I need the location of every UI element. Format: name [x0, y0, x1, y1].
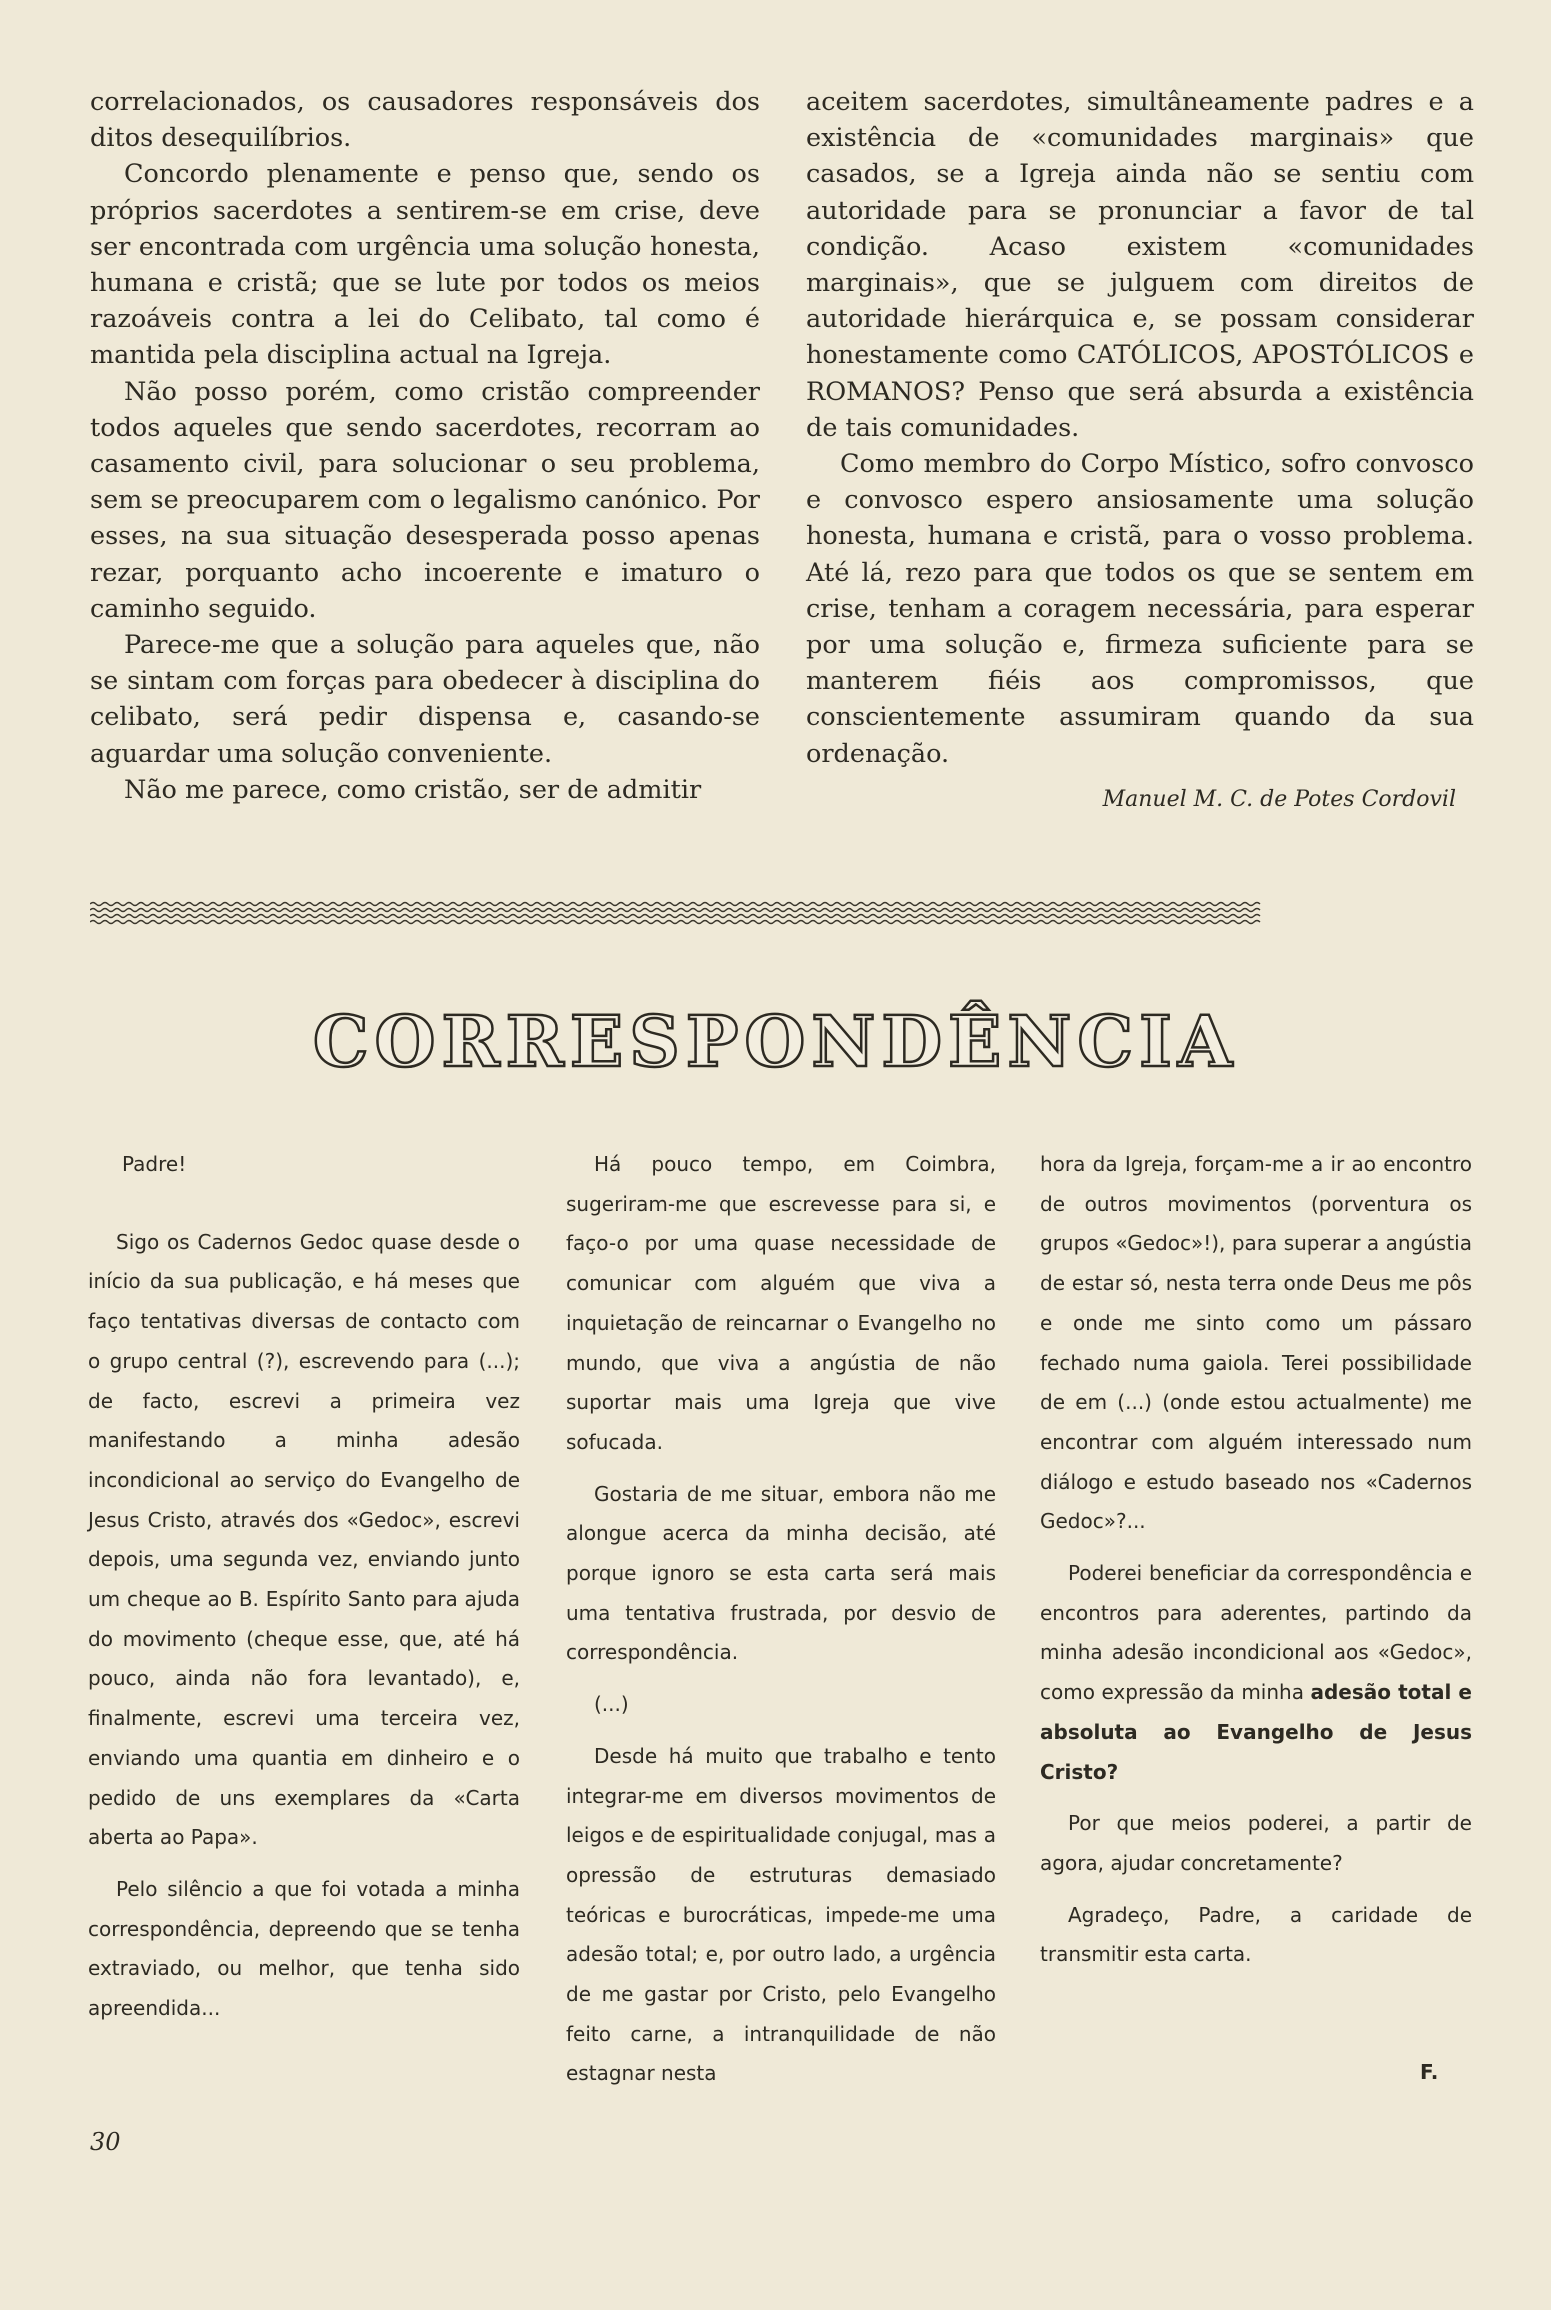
letter-text: Poderei beneficiar da correspondência e encontros para aderentes, partindo da minha adesão incondicional aos «Gedoc», como expressão da minha	[1040, 1561, 1472, 1705]
letter-paragraph: Há pouco tempo, em Coimbra, sugeriram-me que escrevesse para si, e faço-o por uma quase necessidade de comunicar com alguém que viva a inquietação de reincarnar o Evangelho no mundo, que viva a angústia de não suportar mais uma Igreja que vive sofucada.	[566, 1152, 996, 1454]
article-paragraph: Não me parece, como cristão, ser de admitir	[124, 774, 702, 805]
letter-paragraph: hora da Igreja, forçam-me a ir ao encontro de outros movimentos (porventura os grupos «Gedoc»!), para superar a angústia de estar só, nesta terra onde Deus me pôs e onde me sinto como um pássaro fechado numa gaiola. Terei possibilidade de em (...) (onde estou actualmente) me encontrar com alguém interessado num diálogo e estudo baseado nos «Cadernos Gedoc»?...	[1040, 1152, 1472, 1534]
letter-paragraph: Agradeço, Padre, a caridade de transmitir esta carta.	[1040, 1902, 1472, 1967]
letter-signature: F.	[1420, 2060, 1439, 2084]
letter-paragraph: Por que meios poderei, a partir de agora, ajudar concretamente?	[1040, 1811, 1472, 1875]
article-right-column	[806, 84, 1474, 818]
article-paragraph: Não posso porém, como cristão compreender todos aqueles que sendo sacerdotes, recorram ao casamento civil, para solucionar o seu problema, sem se preocuparem com o legalismo canónico. Por esses, na sua situação desesperada posso apenas rezar, porquanto acho incoerente e imaturo o caminho seguido.	[90, 376, 760, 624]
letter-column-3	[1040, 1145, 1472, 1987]
letter-paragraph	[1040, 1554, 1472, 1792]
letter-paragraph: Sigo os Cadernos Gedoc quase desde o início da sua publicação, e há meses que faço tentativas diversas de contacto com o grupo central (?), escrevendo para (...); de facto, escrevi a primeira vez manifestando a minha adesão incondicional ao serviço do Evangelho de Jesus Cristo, através dos «Gedoc», escrevi depois, uma segunda vez, enviando junto um cheque ao B. Espírito Santo para ajuda do movimento (cheque esse, que, até há pouco, ainda não fora levantado), e, finalmente, escrevi uma terceira vez, enviando uma quantia em dinheiro e o pedido de uns exemplares da «Carta aberta ao Papa».	[88, 1229, 520, 1850]
letter-column-2	[566, 1145, 996, 2106]
letter-paragraph: (...)	[594, 1692, 629, 1717]
article-paragraph: aceitem sacerdotes, simultâneamente padres e a existência de «comunidades marginais» que casados, se a Igreja ainda não se sentiu com autoridade para se pronunciar a favor de tal condição. Acaso existem «comunidades marginais», que se julguem com direitos de autoridade hierárquica e, se possam considerar honestamente como CATÓLICOS, APOSTÓLICOS e ROMANOS? Penso que será absurda a existência de tais comunidades.	[806, 87, 1474, 443]
article-signature: Manuel M. C. de Potes Cordovil	[1102, 786, 1456, 812]
article-paragraph: Concordo plenamente e penso que, sendo os próprios sacerdotes a sentirem-se em crise, deve ser encontrada com urgência uma solução honesta, humana e cristã; que se lute por todos os meios razoáveis contra a lei do Celibato, tal como é mantida pela disciplina actual na Igreja.	[90, 159, 760, 371]
article-paragraph: correlacionados, os causadores responsáveis dos ditos desequilíbrios.	[90, 87, 760, 154]
article-paragraph: Parece-me que a solução para aqueles que, não se sintam com forças para obedecer à disciplina do celibato, será pedir dispensa e, casando-se aguardar uma solução conveniente.	[90, 630, 760, 769]
section-title: CORRESPONDÊNCIA	[312, 1000, 1239, 1083]
letter-column-1	[88, 1145, 520, 2041]
article-paragraph: Como membro do Corpo Místico, sofro convosco e convosco espero ansiosamente uma solução honesta, humana e cristã, para o vosso problema. Até lá, rezo para que todos os que se sentem em crise, tenham a coragem necessária, para esperar por uma solução e, firmeza suficiente para se manterem fiéis aos compromissos, que conscientemente assumiram quando da sua ordenação.	[806, 449, 1474, 769]
letter-paragraph: Pelo silêncio a que foi votada a minha correspondência, depreendo que se tenha extraviado, ou melhor, que tenha sido apreendida...	[88, 1876, 520, 2021]
letter-emphasis: adesão total e absoluta ao Evangelho de Jesus Cristo?	[1040, 1680, 1472, 1784]
letter-greeting: Padre!	[122, 1152, 187, 1176]
letter-paragraph: Gostaria de me situar, embora não me alongue acerca da minha decisão, até porque ignoro se esta carta será mais uma tentativa frustrada, por desvio de correspondência.	[566, 1481, 996, 1665]
article-left-column	[90, 84, 760, 808]
letter-paragraph: Desde há muito que trabalho e tento integrar-me em diversos movimentos de leigos e de espiritualidade conjugal, mas a opressão de estruturas demasiado teóricas e burocráticas, impede-me uma adesão total; e, por outro lado, a urgência de me gastar por Cristo, pelo Evangelho feito carne, a intranquilidade de não estagnar nesta	[566, 1743, 996, 2086]
wavy-divider	[90, 900, 1474, 926]
page-number: 30	[90, 2128, 121, 2156]
